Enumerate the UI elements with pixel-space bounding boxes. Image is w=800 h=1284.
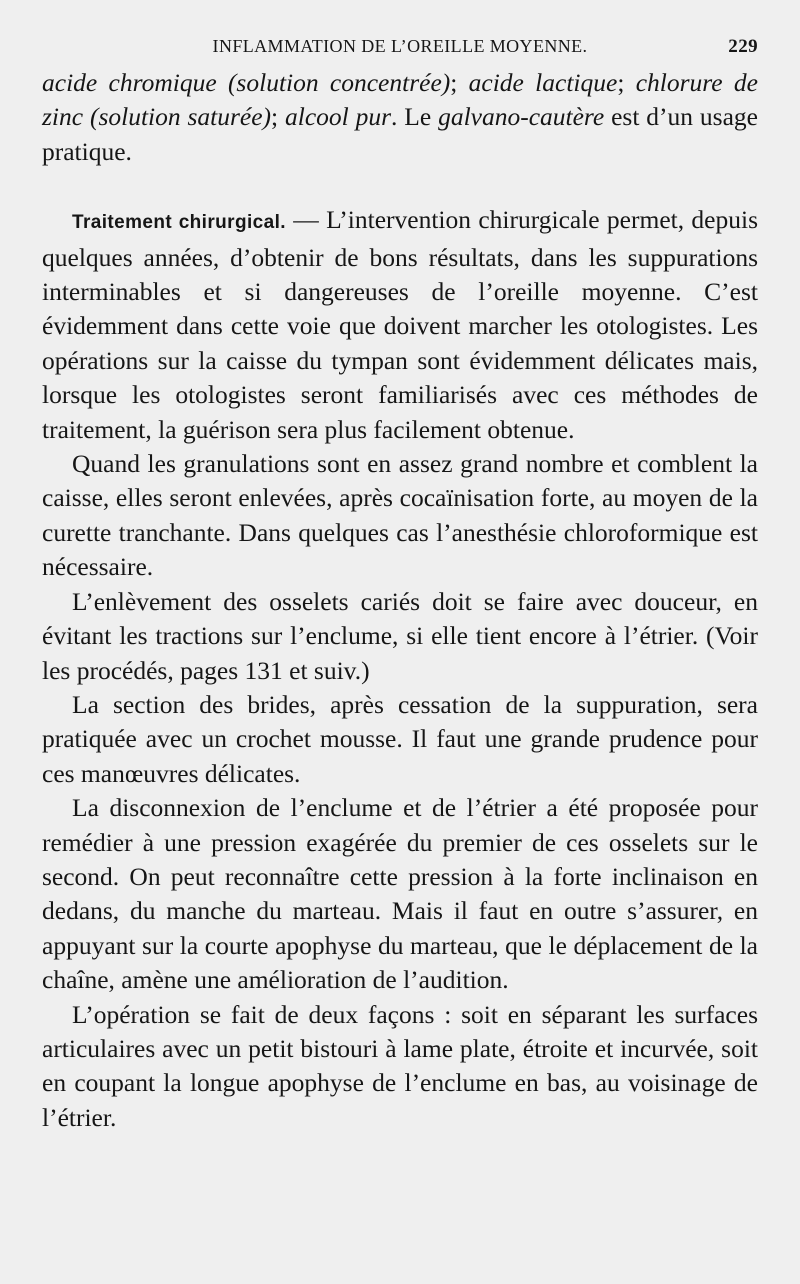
section-first-paragraph: [42, 203, 758, 447]
intro-text-1: ;: [450, 68, 469, 97]
page-number: 229: [728, 36, 758, 57]
page-body: [42, 66, 758, 1135]
intro-italic-2: acide lactique: [468, 68, 618, 97]
paragraph-brides: La section des brides, après cessation de la suppuration, sera pratiquée avec un crochet mousse. Il faut une grande prudence pour ces manœuvres délicates.: [42, 689, 758, 788]
intro-text-4: . Le: [391, 102, 439, 132]
section-first-paragraph-text: L’intervention chirurgicale permet, depuis quelques années, d’obtenir de bons résultats, dans les suppurations interminables et si dangereuses de l’oreille moyenne. C’est évidemment dans cette voie que doivent marcher les otologistes. Les opérations sur la caisse du tympan sont évidemment délicates mais, lorsque les otologistes seront familiarisés avec ces méthodes de traitement, la guérison sera plus facilement obtenue.: [42, 205, 758, 444]
paragraph-operation: L’opération se fait de deux façons : soit en séparant les surfaces articulaires avec un petit bistouri à lame plate, étroite et incurvée, soit en coupant la longue apophyse de l’enclume en bas, au voisinage de l’étrier.: [42, 999, 758, 1132]
intro-italic-3: chlorure de zinc (solution saturée): [42, 68, 758, 132]
section-spacer: [42, 169, 758, 203]
paragraph-granulations: Quand les granulations sont en assez grand nombre et comblent la caisse, elles seront enlevées, après cocaïnisation forte, au moyen de la curette tranchante. Dans quelques cas l’anesthésie chloroformique est nécessaire.: [42, 449, 758, 582]
intro-text-3: ;: [271, 102, 286, 132]
intro-paragraph: [42, 66, 758, 169]
section-heading: Traitement chirurgical.: [72, 212, 286, 234]
intro-text-2: ;: [617, 68, 636, 97]
intro-italic-1: acide chromique (solution concentrée): [42, 68, 451, 97]
section-dash: —: [285, 205, 327, 235]
running-title: INFLAMMATION DE L’OREILLE MOYENNE.: [212, 36, 588, 56]
running-head: [42, 30, 758, 66]
paragraph-disconnexion: La disconnexion de l’enclume et de l’étrier a été proposée pour remédier à une pression exagérée du premier de ces osselets sur le second. On peut reconnaître cette pression à la forte inclinaison en dedans, du manche du marteau. Mais il faut en outre s’assurer, en appuyant sur la courte apophyse du marteau, que le déplacement de la chaîne, amène une amélioration de l’audition.: [42, 793, 758, 995]
intro-italic-5: galvano-cautère: [438, 102, 605, 132]
intro-italic-4: alcool pur: [285, 102, 392, 132]
paragraph-osselets: L’enlèvement des osselets cariés doit se faire avec douceur, en évitant les tractions sur l’enclume, si elle tient encore à l’étrier. (Voir les procédés, pages 131 et suiv.): [42, 586, 758, 685]
intro-text-5: est d’un usage pratique.: [42, 102, 758, 166]
